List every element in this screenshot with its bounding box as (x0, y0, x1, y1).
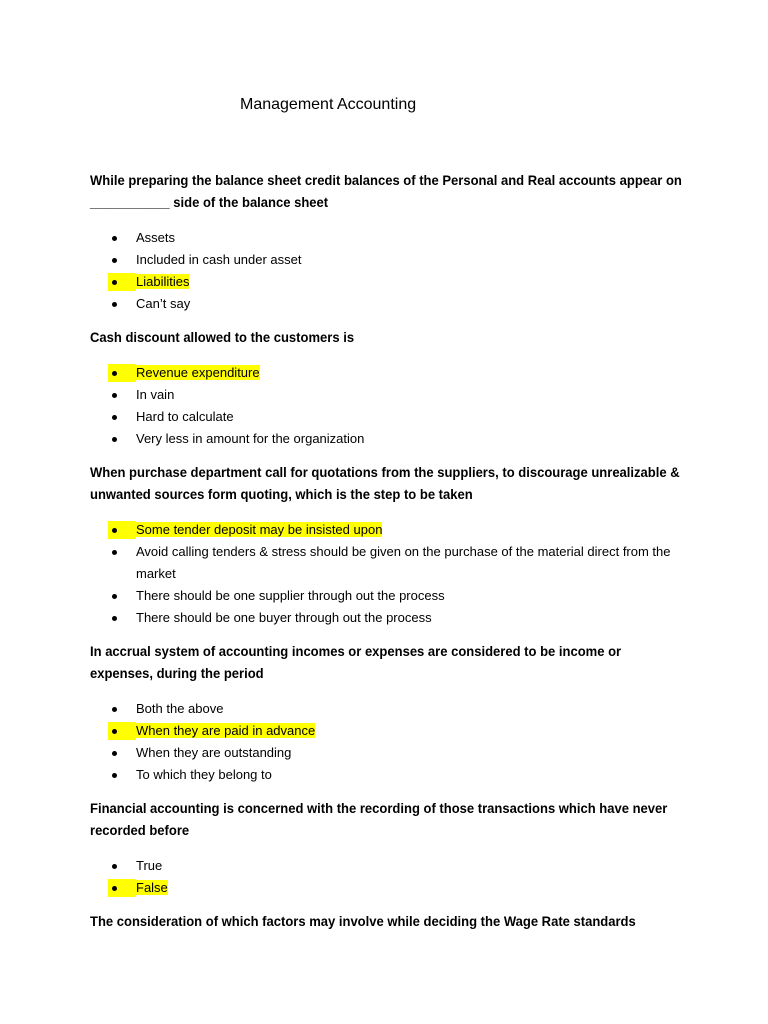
option-item (90, 764, 690, 786)
option-item (90, 742, 690, 764)
option-list (90, 855, 690, 899)
option-item (90, 698, 690, 720)
question-list (90, 169, 690, 946)
bullet-icon (112, 707, 117, 712)
option-text: There should be one buyer through out the process (136, 610, 432, 625)
option-item (90, 607, 690, 629)
bullet-icon (112, 437, 117, 442)
option-item-highlighted (90, 720, 690, 742)
option-item (90, 585, 690, 607)
option-text: To which they belong to (136, 767, 272, 782)
option-text: Both the above (136, 701, 224, 716)
option-text: Liabilities (136, 274, 190, 289)
question-text: When purchase department call for quotations from the suppliers, to discourage unrealizable & unwanted sources form quoting, which is the step to be taken (90, 464, 680, 502)
option-text: When they are paid in advance (136, 723, 316, 738)
bullet-icon (112, 302, 117, 307)
bullet-icon (112, 393, 117, 398)
page-title: Management Accounting (240, 96, 417, 113)
option-text: Assets (136, 230, 176, 245)
bullet-icon (112, 773, 117, 778)
option-text: Included in cash under asset (136, 252, 302, 267)
bullet-icon (112, 258, 117, 263)
bullet-icon (112, 415, 117, 420)
question-text: In accrual system of accounting incomes or expenses are considered to be income or expenses, during the period (90, 643, 622, 681)
option-text: Hard to calculate (136, 409, 234, 424)
bullet-icon (112, 751, 117, 756)
option-item (90, 227, 690, 249)
option-text: There should be one supplier through out the process (136, 588, 445, 603)
bullet-icon (112, 528, 117, 533)
bullet-icon (112, 594, 117, 599)
option-list (90, 362, 690, 450)
option-list (90, 227, 690, 315)
option-item-highlighted (90, 362, 690, 384)
option-item (90, 293, 690, 315)
option-list (90, 519, 690, 629)
question-text: Financial accounting is concerned with the recording of those transactions which have never recorded before (90, 800, 668, 838)
option-item (90, 855, 690, 877)
option-list (90, 698, 690, 786)
bullet-icon (112, 371, 117, 376)
bullet-icon (112, 729, 117, 734)
question-text: The consideration of which factors may involve while deciding the Wage Rate standards (90, 913, 636, 929)
bullet-icon (112, 616, 117, 621)
option-item-highlighted (90, 271, 690, 293)
option-text: When they are outstanding (136, 745, 292, 760)
question-text: Cash discount allowed to the customers is (90, 329, 355, 345)
question-text: While preparing the balance sheet credit balances of the Personal and Real accounts appear on ___________ side of the balance sheet (90, 172, 682, 210)
option-text: Some tender deposit may be insisted upon (136, 522, 383, 537)
bullet-icon (112, 550, 117, 555)
option-text: Can’t say (136, 296, 191, 311)
option-text: In vain (136, 387, 175, 402)
option-item (90, 384, 690, 406)
bullet-icon (112, 864, 117, 869)
option-text: True (136, 858, 163, 873)
option-item-highlighted (90, 877, 690, 899)
option-item (90, 406, 690, 428)
option-text: Avoid calling tenders & stress should be given on the purchase of the material direct from the market (136, 544, 671, 581)
option-item (90, 428, 690, 450)
option-text: False (136, 880, 168, 895)
option-item (90, 249, 690, 271)
option-text: Revenue expenditure (136, 365, 260, 380)
option-text: Very less in amount for the organization (136, 431, 365, 446)
bullet-icon (112, 886, 117, 891)
bullet-icon (112, 236, 117, 241)
bullet-icon (112, 280, 117, 285)
option-item (90, 541, 690, 585)
option-item-highlighted (90, 519, 690, 541)
